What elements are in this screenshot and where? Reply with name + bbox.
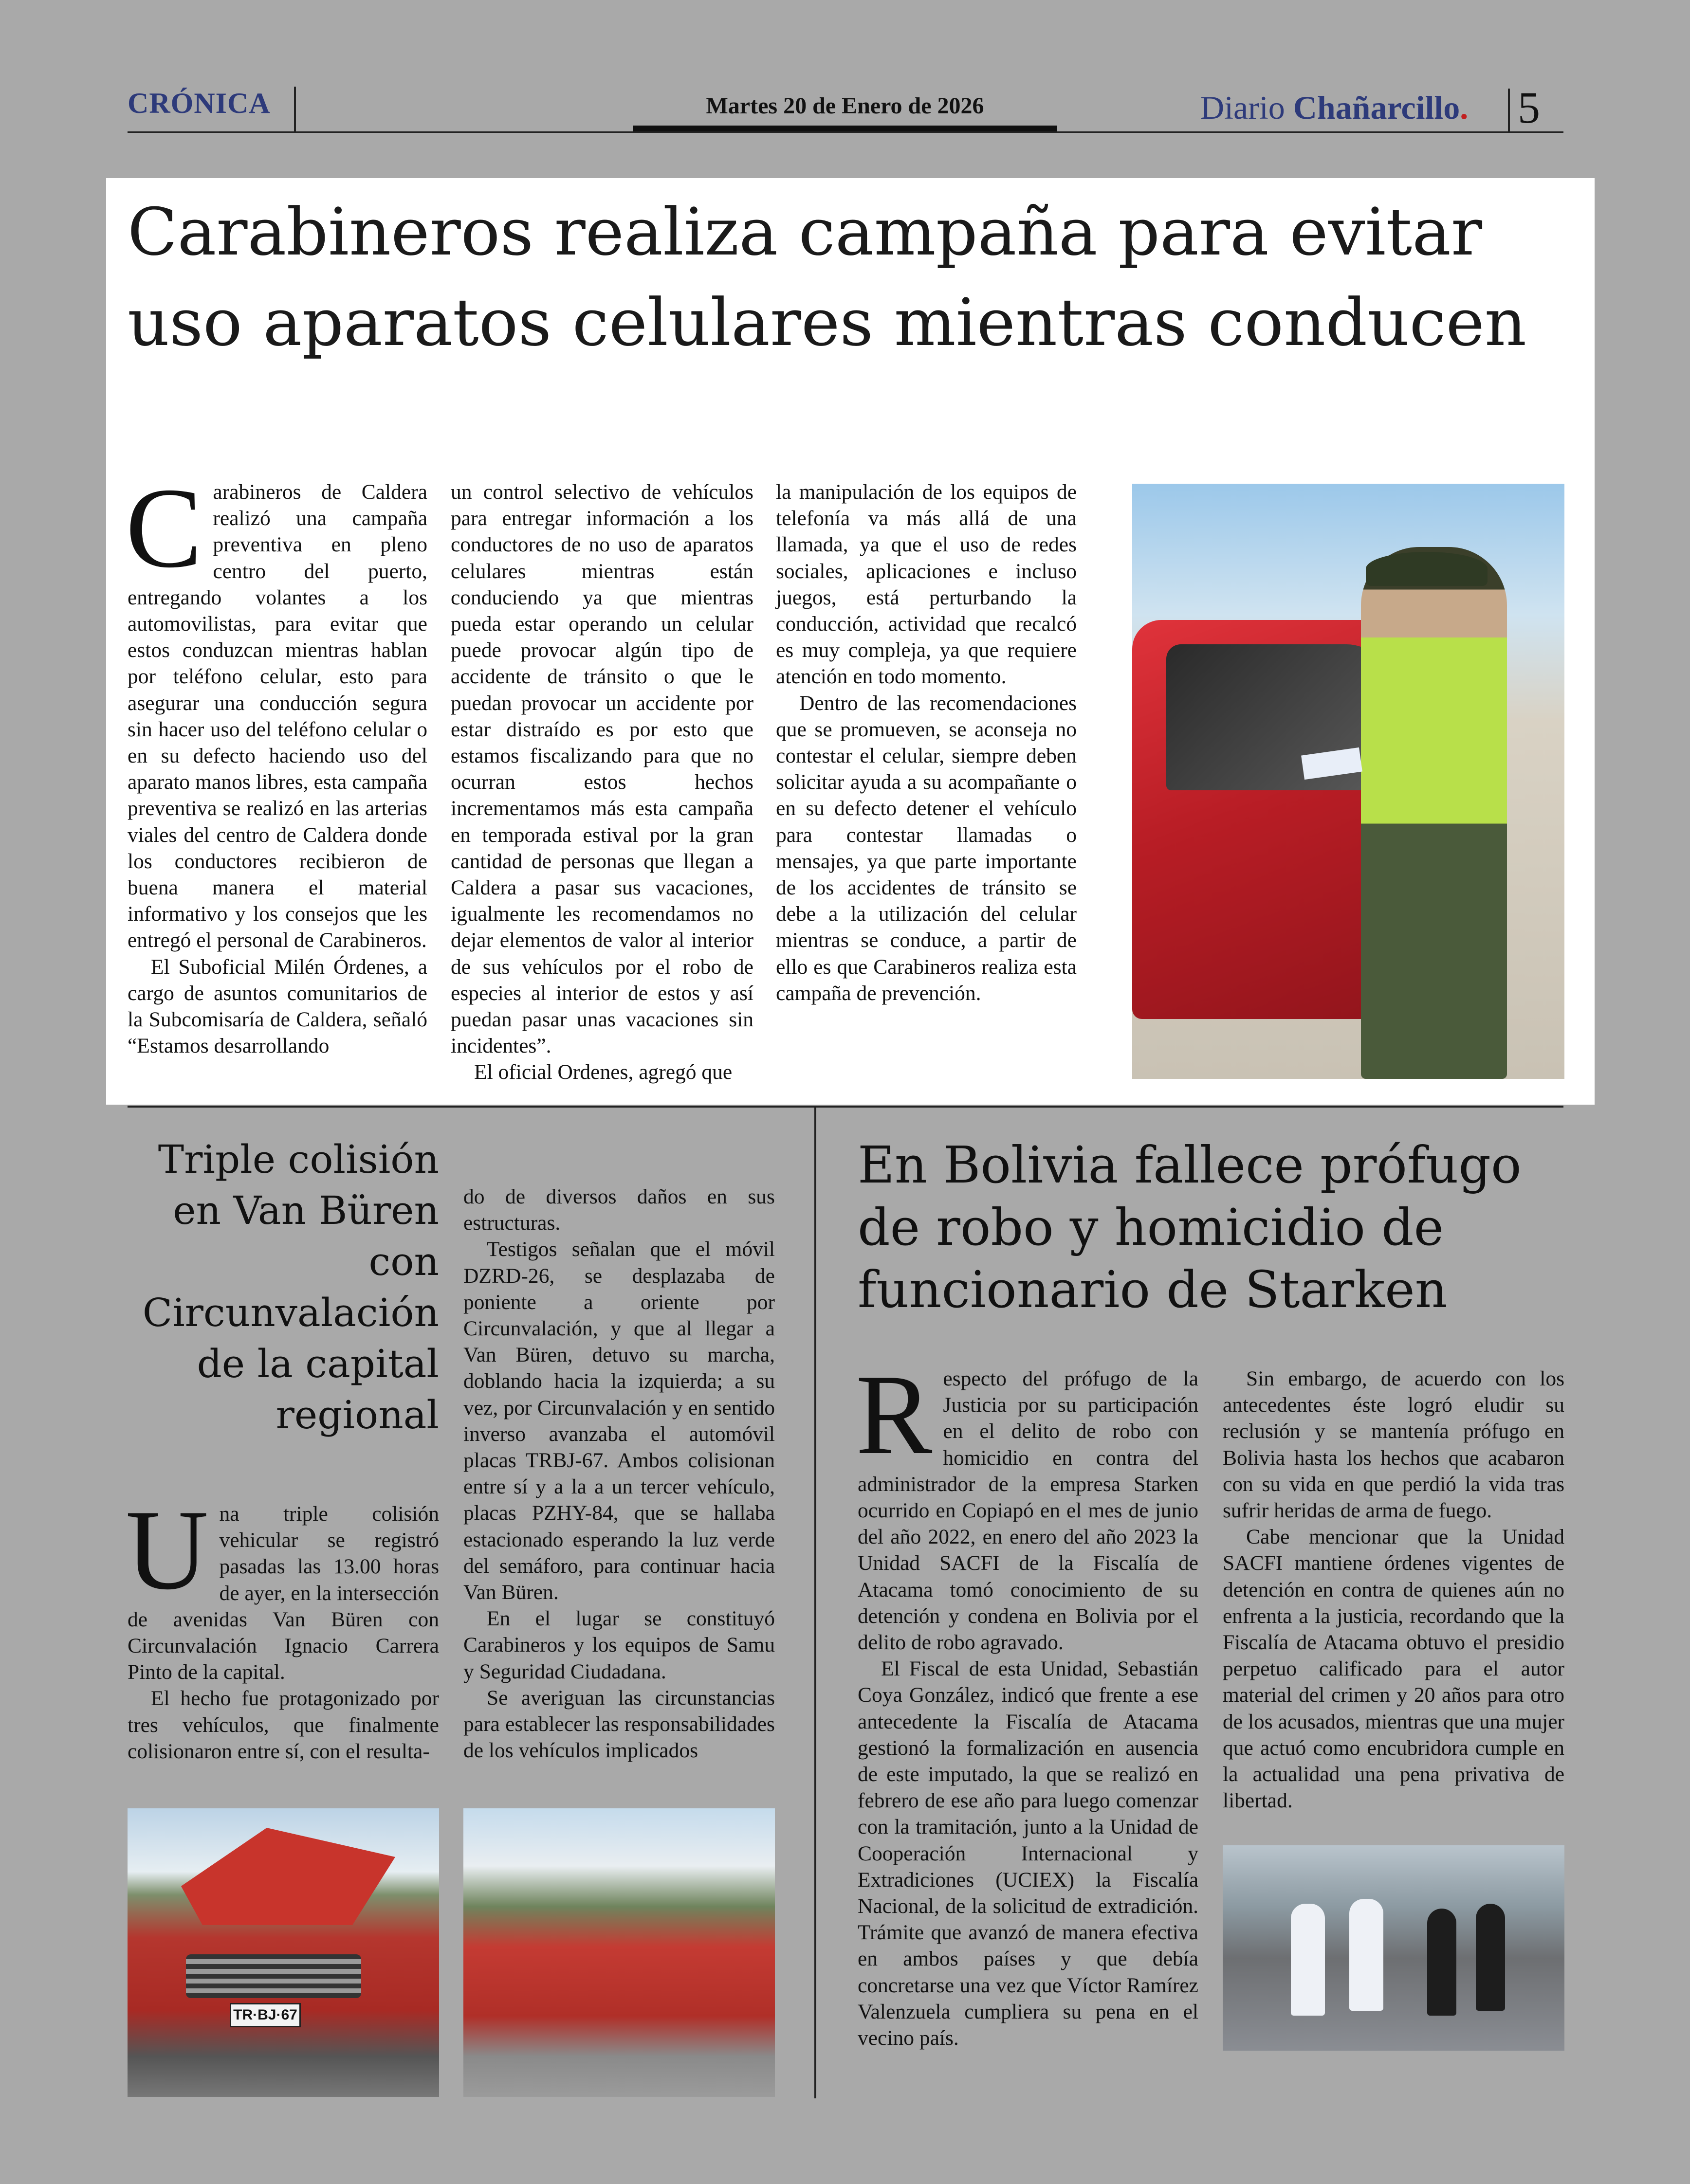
main-article-column-1 [126,465,427,1059]
paragraph: Carabineros de Caldera realizó una campaña preventiva en pleno centro del puerto, entregando volantes a los automovilistas, para evitar que estos conduzcan mientras hablan por teléfono celular, esto para asegurar una conducción segura sin hacer uso del teléfono celular o en su defecto haciendo uso del aparato manos libres, esta campaña preventiva se realizó en las arterias viales del centro de Caldera donde los conductores recibieron de buena manera el material informativo y los consejos que les entregó el personal de Carabineros. [126,465,427,952]
paper-dot: . [1460,89,1469,126]
main-article-column-3 [776,479,1077,1006]
paragraph: Se averiguan las circunstancias para establecer las responsabilidades de los vehículos implicados [463,1686,775,1763]
article3-column-2 [1223,1365,1564,1814]
paragraph: En el lugar se constituyó Carabineros y los equipos de Samu y Seguridad Ciudadana. [463,1607,775,1683]
photo-forensic-scene [1223,1845,1564,2051]
car-grille [186,1954,361,1998]
paragraph: do de diversos daños en sus estructuras. [463,1185,775,1235]
header-divider [294,87,296,131]
paragraph: un control selectivo de vehículos para entregar información a los conductores de no uso de aparatos celulares mientras están conduciendo ya que mientras pueda estar operando un celular puede provocar algún tipo de accidente de tránsito o que le puedan provocar un accidente por estar distraído es por esto que estamos fiscalizando para que no ocurran estos hechos incrementamos más esta campaña en temporada estival por la gran cantidad de personas que llegan a Caldera a pasar sus vacaciones, igualmente les recomendamos no dejar elementos de valor al interior de sus vehículos por el robo de especies al interior de estos y así puedan pasar unas vacaciones sin incidentes”. [451,480,753,1058]
photo-crashed-car-front [128,1808,439,2097]
section-rule [128,1106,1563,1108]
column-separator [814,1108,816,2098]
paragraph: El Fiscal de esta Unidad, Sebastián Coya González, indicó que frente a ese antecedente la Fiscalía de Atacama gestionó la formalización en ausencia de este imputado, la que se realizó en febrero de ese año para luego comenzar con la tramitación, junto a la Unidad de Cooperación Internacional y Extradiciones (UCIEX) la Fiscalía Nacional, de la solicitud de extradición. Trámite que avanzó de manera efectiva en ambos países y que debía concretarse una vez que Víctor Ramírez Valenzuela cumpliera su pena en el vecino país. [858,1657,1198,2050]
paragraph: El hecho fue protagonizado por tres vehículos, que finalmente colisionaron entre sí, con el resulta- [128,1687,439,1763]
license-plate: TR·BJ·67 [230,2003,301,2027]
drop-cap: R [856,1351,933,1478]
person-figure [1476,1904,1505,2011]
main-article-title: Carabineros realiza campaña para evitar uso aparatos celulares mientras conducen [128,194,1527,361]
article2-title: Triple colisión en Van Büren con Circunvalación de la capital regional [142,1137,439,1438]
date-bar [633,126,1057,131]
forensic-figure [1291,1904,1325,2016]
paper-prefix: Diario [1200,89,1285,126]
crumpled-bonnet [181,1828,395,1925]
officer-cap [1366,552,1488,586]
issue-date: Martes 20 de Enero de 2026 [706,93,984,119]
page-number-divider [1508,89,1510,132]
drop-cap: U [126,1487,209,1614]
paragraph: Respecto del prófugo de la Justicia por su participación en el delito de robo con homicidio en contra del administrador de la empresa Starken ocurrido en Copiapó en el mes de junio del año 2022, en enero del año 2023 la Unidad SACFI de la Fiscalía de Atacama tomó conocimiento de su detención y condena en Bolivia por el delito de robo agravado. [856,1351,1198,1655]
paragraph: Dentro de las recomendaciones que se promueven, se aconseja no contestar el celular, siempre deben solicitar ayuda a su acompañante o en su defecto detener el vehículo para contestar llamadas o mensajes, ya que parte importante de los accidentes de tránsito se debe a la utilización del celular mientras se conduce, a partir de ello es que Carabineros realiza esta campaña de prevención. [776,691,1077,1005]
paper-name: Chañarcillo [1293,89,1460,126]
paragraph: El oficial Ordenes, agregó que [474,1060,733,1084]
paragraph: Sin embargo, de acuerdo con los antecedentes éste logró eludir su reclusión y se mantenía prófugo en Bolivia hasta los hechos que acabaron con su vida en que perdió la vida tras sufrir heridas de arma de fuego. [1223,1367,1564,1523]
article2-column-1 [126,1487,439,1765]
article2-column-2 [463,1183,775,1764]
main-article-column-2 [451,479,753,1086]
photo-crashed-cars-street [463,1808,775,2097]
article3-column-1 [856,1351,1198,2051]
article3-title: En Bolivia fallece prófugo de robo y homicidio de funcionario de Starken [858,1135,1522,1319]
paragraph: Testigos señalan que el móvil DZRD-26, se desplazaba de poniente a oriente por Circunvalación, y que al llegar a Van Büren, detuvo su marcha, doblando hacia la izquierda; a su vez, por Circunvalación y en sentido inverso avanzaba el automóvil placas TRBJ-67. Ambos colisionan entre sí y a la a un tercer vehículo, placas PZHY-84, que se hallaba estacionado esperando la luz verde del semáforo, para continuar hacia Van Büren. [463,1238,775,1604]
photo-officer-at-car [1132,484,1564,1079]
paragraph: El Suboficial Milén Órdenes, a cargo de asuntos comunitarios de la Subcomisaría de Caldera, señaló “Estamos desarrollando [128,955,427,1058]
officer-figure [1361,547,1507,1079]
header-rule [128,131,1563,133]
paragraph: la manipulación de los equipos de telefonía va más allá de una llamada, ya que el uso de redes sociales, aplicaciones e incluso juegos, está perturbando la conducción, actividad que recalcó es muy compleja, ya que requiere atención en todo momento. [776,480,1077,689]
drop-cap: C [126,465,202,592]
person-figure [1427,1909,1456,2016]
page-number: 5 [1518,83,1540,132]
forensic-figure [1349,1899,1383,2011]
paragraph: Una triple colisión vehicular se registró pasadas las 13.00 horas de ayer, en la intersección de avenidas Van Büren con Circunvalación Ignacio Carrera Pinto de la capital. [126,1487,439,1684]
section-label: CRÓNICA [128,87,271,119]
paragraph: Cabe mencionar que la Unidad SACFI mantiene órdenes vigentes de detención en contra de quienes aún no enfrenta a la justicia, recordando que la Fiscalía de Atacama obtuvo el presidio perpetuo calificado para el autor material del crimen y 20 años para otro de los acusados, mientras que una mujer que actuó como encubridora cumple en la actualidad una pena privativa de libertad. [1223,1525,1564,1813]
newspaper-name [1200,89,1468,127]
